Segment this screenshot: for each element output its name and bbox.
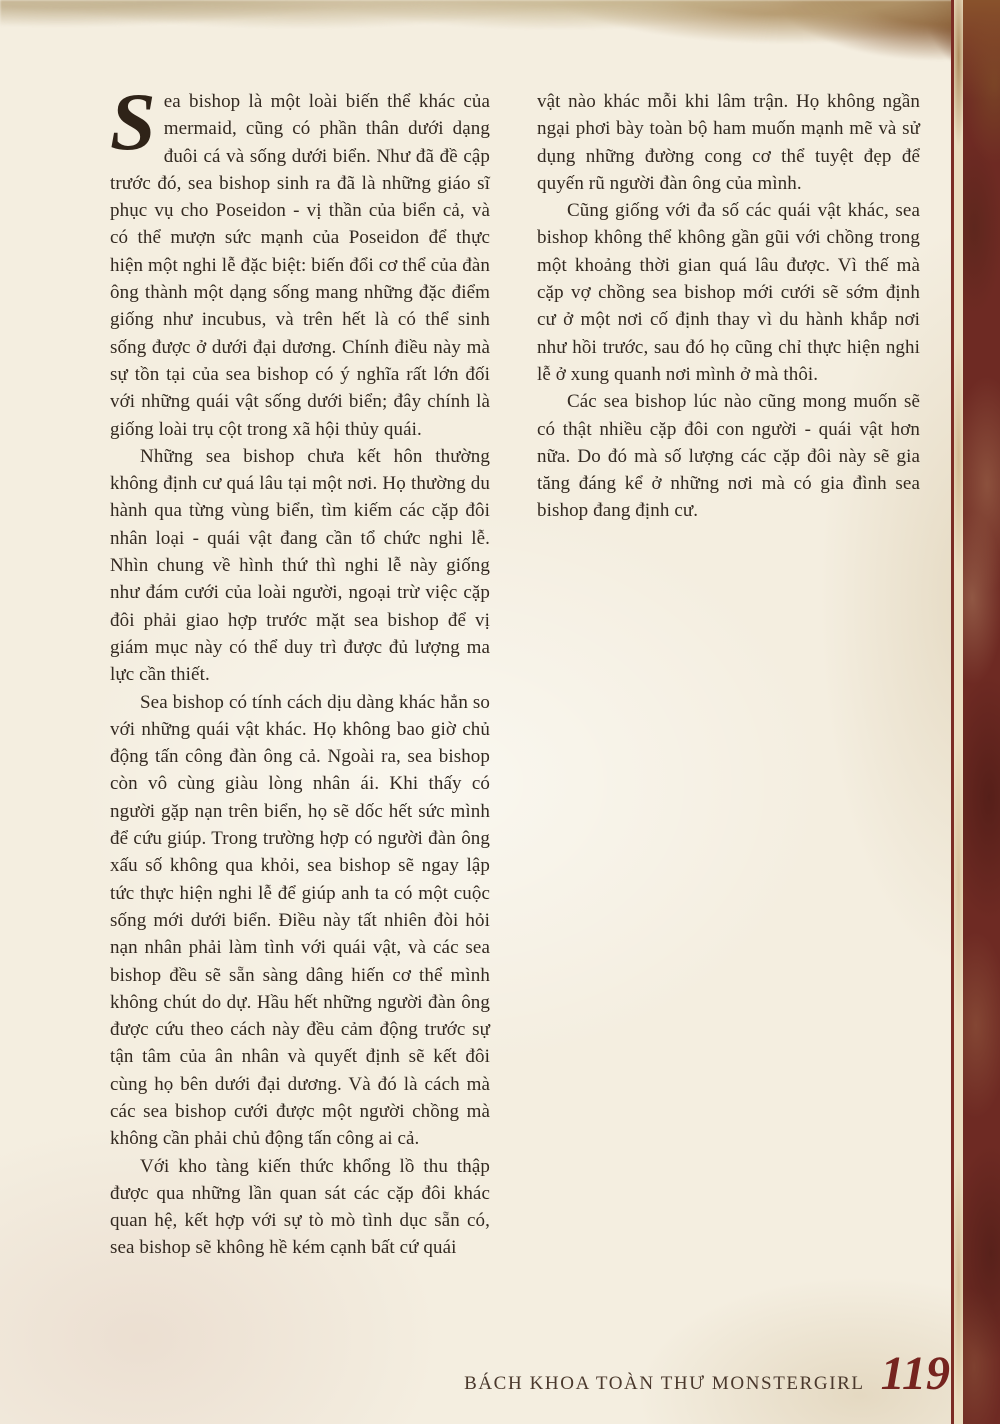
drop-cap-letter: S (110, 76, 156, 167)
page-number: 119 (880, 1347, 950, 1400)
book-title: BÁCH KHOA TOÀN THƯ MONSTERGIRL (464, 1373, 865, 1394)
paragraph: Các sea bishop lúc nào cũng mong muốn sẽ có thật nhiều cặp đôi con người - quái vật hơn nữa. Do đó mà số lượng các cặp đôi này sẽ gia tăng đáng kể ở những nơi mà có gia đình sea bishop đang định cư. (537, 391, 920, 522)
top-stain-band (0, 0, 1000, 64)
paragraph-text: ea bishop là một loài biến thể khác của mermaid, cũng có phần thân dưới dạng đuôi cá và sống dưới biển. Như đã đề cập trước đó, sea bishop sinh ra đã là những giáo sĩ phục vụ cho Poseidon - vị thần của biển cả, và có thể mượn sức mạnh của Poseidon để thực hiện một nghi lễ đặc biệt: biến đổi cơ thể của đàn ông thành một dạng sống mang những đặc điểm giống như incubus, và trên hết là có thể sinh sống được ở dưới đại dương. Chính điều này mà sự tồn tại của sea bishop có ý nghĩa rất lớn đối với những quái vật sống dưới biển; đây chính là giống loài trụ cột trong xã hội thủy quái. (110, 91, 490, 440)
right-border-maroon-band (963, 0, 1000, 1424)
text-column-left (110, 76, 490, 1262)
text-column-right (537, 88, 920, 1262)
paragraph-continuation: vật nào khác mỗi khi lâm trận. Họ không ngần ngại phơi bày toàn bộ ham muốn mạnh mẽ và sử dụng những đường cong cơ thể tuyệt đẹp để quyến rũ người đàn ông của mình. (537, 91, 920, 194)
paragraph: Những sea bishop chưa kết hôn thường không định cư quá lâu tại một nơi. Họ thường du hành qua từng vùng biển, tìm kiếm các cặp đôi nhân loại - quái vật đang cần tổ chức nghi lễ. Nhìn chung về hình thứ thì nghi lễ này giống như đám cưới của loài người, ngoại trừ việc cặp đôi phải giao hợp trước mặt sea bishop để vị giám mục này có thể duy trì được đủ lượng ma lực cần thiết. (110, 445, 490, 686)
right-border-gap-strip (954, 0, 963, 1424)
paragraph: Cũng giống với đa số các quái vật khác, sea bishop không thể không gần gũi với chồng trong một khoảng thời gian quá lâu được. Vì thế mà cặp vợ chồng sea bishop mới cưới sẽ sớm định cư ở một nơi cố định thay vì du hành khắp nơi như hồi trước, sau đó họ cũng chỉ thực hiện nghi lễ ở xung quanh nơi mình ở mà thôi. (537, 200, 920, 385)
paragraph: Sea bishop có tính cách dịu dàng khác hẳn so với những quái vật khác. Họ không bao giờ chủ động tấn công đàn ông cả. Ngoài ra, sea bishop còn vô cùng giàu lòng nhân ái. Khi thấy có người gặp nạn trên biển, họ sẽ dốc hết sức mình để cứu giúp. Trong trường hợp có người đàn ông xấu số không qua khỏi, sea bishop sẽ ngay lập tức thực hiện nghi lễ để giúp anh ta có một cuộc sống mới dưới biển. Điều này tất nhiên đòi hỏi nạn nhân phải làm tình với quái vật, và các sea bishop đều sẽ sẵn sàng dâng hiến cơ thể mình không chút do dự. Hầu hết những người đàn ông được cứu theo cách này đều cảm động trước sự tận tâm của ân nhân và quyết định sẽ kết đôi cùng họ bên dưới đại dương. Và đó là cách mà các sea bishop cưới được một người chồng mà không cần phải chủ động tấn công ai cả. (110, 691, 490, 1150)
page-footer (464, 1346, 950, 1401)
article-body (110, 76, 923, 1262)
paragraph-opening (110, 76, 490, 443)
paragraph: Với kho tàng kiến thức khổng lồ thu thập được qua những lần quan sát các cặp đôi khác quan hệ, kết hợp với sự tò mò tình dục sẵn có, sea bishop sẽ không hề kém cạnh bất cứ quái (110, 1155, 490, 1259)
